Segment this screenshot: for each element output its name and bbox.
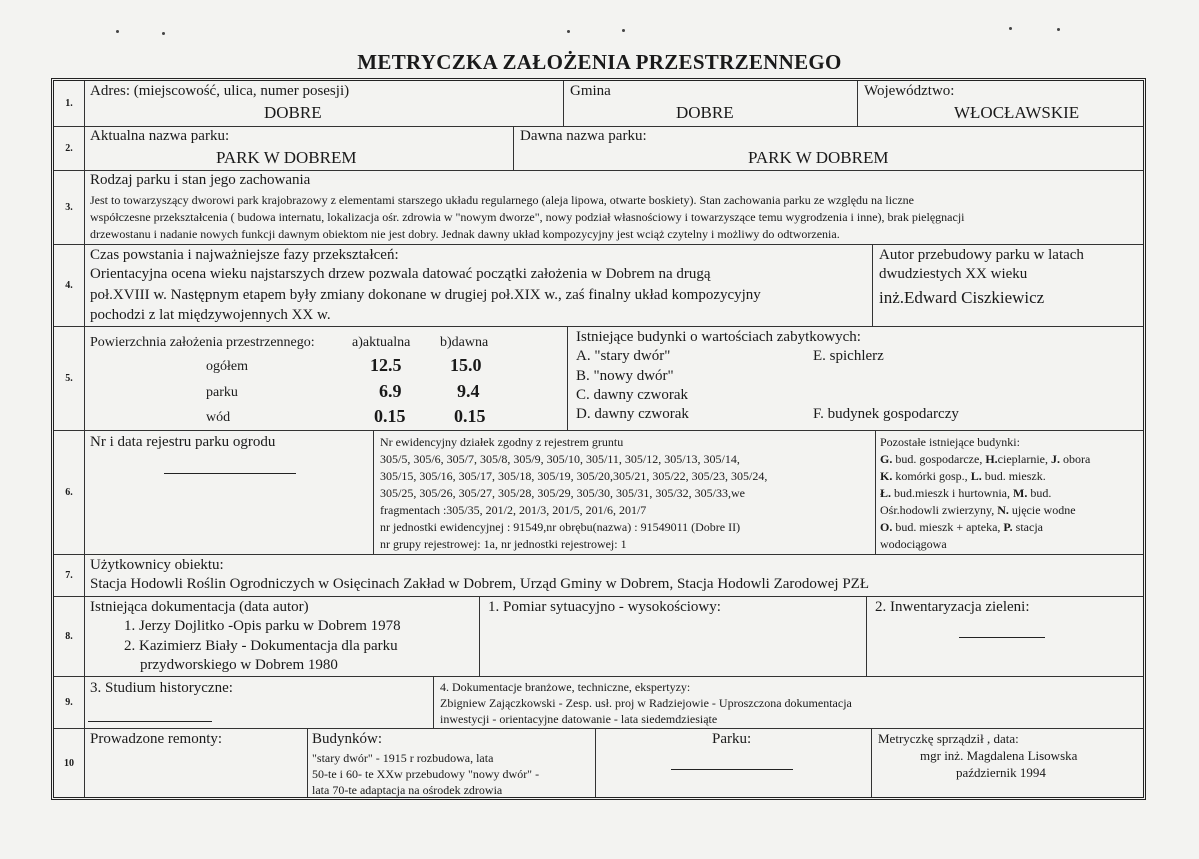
park-repairs-label: Parku: (712, 731, 752, 747)
row-number: 8. (54, 597, 85, 676)
building-text: obora (1059, 452, 1091, 466)
history-cell (84, 245, 873, 326)
technical-docs-line: 4. Dokumentacje branżowe, techniczne, ekspertyzy: (440, 680, 691, 694)
author-value: inż.Edward Ciszkiewicz (879, 288, 1045, 307)
author-cell (873, 245, 1143, 326)
prepared-by: mgr inż. Magdalena Lisowska (920, 748, 1078, 763)
users-value: Stacja Hodowli Roślin Ogrodniczych w Osięcinach Zakład w Dobrem, Urząd Gminy w Dobrem, Stacja Hodowli Zarodowej PZŁ (90, 576, 869, 592)
area-col-former: b)dawna (440, 335, 489, 350)
plots-line: 305/25, 305/26, 305/27, 305/28, 305/29, 305/30, 305/31, 305/32, 305/33,we (380, 486, 745, 500)
plots-line: nr grupy rejestrowej: 1a, nr jednostki rejestrowej: 1 (380, 537, 627, 551)
row-park-name (54, 127, 1143, 171)
row-address (54, 81, 1143, 127)
other-buildings-list (880, 451, 1142, 553)
history-line: poł.XVIII w. Następnym etapem były zmiany dokonane w drugiej poł.XIX w., zaś finalny układ kompozycyjny (90, 287, 761, 303)
inventory-label: 2. Inwentaryzacja zieleni: (875, 599, 1030, 615)
building-repairs-line: 50-te i 60- te XXw przebudowy "nowy dwór" - (312, 767, 540, 781)
repairs-cell (84, 729, 308, 797)
row-repairs (54, 729, 1143, 797)
documentation-cell (84, 597, 480, 676)
area-row-name: wód (206, 410, 231, 425)
prepared-by-cell (872, 729, 1143, 797)
park-repairs-blank-line (671, 769, 793, 770)
historic-building-item: E. spichlerz (813, 348, 884, 364)
other-building-line (880, 502, 1142, 519)
current-name-value: PARK W DOBREM (216, 148, 357, 167)
voivodeship-label: Województwo: (864, 83, 955, 99)
current-name-cell (84, 127, 514, 170)
author-label-line: dwudziestych XX wieku (879, 266, 1028, 282)
former-name-label: Dawna nazwa parku: (520, 128, 647, 144)
building-text: bud. (1027, 486, 1052, 500)
row-documentation (54, 597, 1143, 677)
row-park-type (54, 171, 1143, 245)
building-text: bud. mieszk + apteka, (892, 520, 1004, 534)
area-current-value: 12.5 (370, 355, 402, 375)
building-letter: O. (880, 520, 893, 534)
technical-docs-cell (434, 677, 1143, 728)
building-letter: G. (880, 452, 893, 466)
study-blank-line (88, 721, 212, 722)
register-label: Nr i data rejestru parku ogrodu (90, 434, 276, 450)
historic-buildings-cell (568, 327, 1143, 430)
plots-line: nr jednostki ewidencyjnej : 91549,nr obrębu(nazwa) : 91549011 (Dobre II) (380, 520, 741, 534)
plots-line: Nr ewidencyjny działek zgodny z rejestrem gruntu (380, 435, 624, 449)
building-repairs-label: Budynków: (312, 731, 383, 747)
historic-building-item: C. dawny czworak (576, 387, 689, 403)
plots-cell (374, 431, 876, 554)
building-text: komórki gosp., (892, 469, 971, 483)
row-area (54, 327, 1143, 431)
scan-speck (162, 32, 165, 35)
park-type-line: Jest to towarzyszący dworowi park krajobrazowy z elementami starszego układu regularnego (aleja lipowa, otwarte boskiety). Stan zachowania parku ze względu na liczne (90, 193, 915, 207)
building-text: cieplarnie, (997, 452, 1051, 466)
scan-speck (1057, 28, 1060, 31)
row-history (54, 245, 1143, 327)
row-number: 5. (54, 327, 85, 430)
park-type-line: współczesne przekształcenia ( budowa internatu, lokalizacja ośr. zdrowia w "nowym dworze", nowy podział własnościowy i towarzyszące temu wygrodzenia i inne), brak pielęgnacji (90, 210, 965, 224)
form-frame (51, 78, 1146, 800)
area-row-name: parku (206, 385, 238, 400)
row-number: 1. (54, 81, 85, 126)
other-building-line (880, 519, 1142, 536)
prepared-label: Metryczkę sprządził , data: (878, 731, 1019, 746)
area-current-value: 6.9 (379, 381, 402, 401)
building-repairs-line: "stary dwór" - 1915 r rozbudowa, lata (312, 751, 494, 765)
building-text: bud.mieszk i hurtownia, (891, 486, 1013, 500)
other-building-line (880, 485, 1142, 502)
scan-speck (116, 30, 119, 33)
building-letter: H. (985, 452, 998, 466)
former-name-cell (514, 127, 1143, 170)
prepared-date: październik 1994 (956, 765, 1046, 780)
plots-line: fragmentach :305/35, 201/2, 201/3, 201/5, 201/6, 201/7 (380, 503, 647, 517)
current-name-label: Aktualna nazwa parku: (90, 128, 230, 144)
other-building-line (880, 536, 1142, 553)
scan-speck (622, 29, 625, 32)
scan-speck (1009, 27, 1012, 30)
former-name-value: PARK W DOBREM (748, 148, 889, 167)
repairs-label: Prowadzone remonty: (90, 731, 223, 747)
document-title: METRYCZKA ZAŁOŻENIA PRZESTRZENNEGO (357, 50, 842, 74)
inventory-cell (867, 597, 1143, 676)
row-register (54, 431, 1143, 555)
park-type-label: Rodzaj parku i stan jego zachowania (90, 172, 311, 188)
other-buildings-cell (876, 431, 1143, 554)
row-users (54, 555, 1143, 597)
other-building-line (880, 451, 1142, 468)
building-letter: J. (1050, 452, 1060, 466)
plots-line: 305/15, 305/16, 305/17, 305/18, 305/19, 305/20,305/21, 305/22, 305/23, 305/24, (380, 469, 768, 483)
row-number: 9. (54, 677, 85, 728)
historic-building-item: B. "nowy dwór" (576, 368, 674, 384)
area-former-value: 15.0 (450, 355, 482, 375)
row-number: 7. (54, 555, 85, 596)
documentation-item: przydworskiego w Dobrem 1980 (140, 657, 338, 673)
area-row-name: ogółem (206, 359, 248, 374)
other-buildings-label: Pozostałe istniejące budynki: (880, 435, 1020, 449)
scan-speck (567, 30, 570, 33)
other-building-line (880, 468, 1142, 485)
register-blank-line (164, 473, 296, 474)
row-number: 6. (54, 431, 85, 554)
park-type-line: drzewostanu i nadanie nowych funkcji dawnym obiektom nie jest dobry. Jednak dawny układ kompozycyjny jest wciąż czytelny i możliwy do odtworzenia. (90, 227, 840, 241)
address-value: DOBRE (264, 103, 322, 122)
building-text: bud. mieszk. (981, 469, 1046, 483)
historic-buildings-label: Istniejące budynki o wartościach zabytkowych: (576, 329, 861, 345)
building-letter: M. (1013, 486, 1028, 500)
history-line: pochodzi z lat międzywojennych XX w. (90, 307, 331, 323)
plots-line: 305/5, 305/6, 305/7, 305/8, 305/9, 305/10, 305/11, 305/12, 305/13, 305/14, (380, 452, 740, 466)
gmina-value: DOBRE (676, 103, 734, 122)
historic-building-item: A. "stary dwór" (576, 348, 671, 364)
study-label: 3. Studium historyczne: (90, 680, 233, 696)
building-repairs-line: lata 70-te adaptacja na ośrodek zdrowia (312, 783, 503, 797)
row-number: 3. (54, 171, 85, 244)
building-text: stacja (1012, 520, 1043, 534)
address-cell (84, 81, 564, 126)
area-former-value: 9.4 (457, 381, 480, 401)
building-letter: Ł. (880, 486, 892, 500)
area-current-value: 0.15 (374, 406, 406, 426)
survey-label: 1. Pomiar sytuacyjno - wysokościowy: (488, 599, 721, 615)
row-number: 2. (54, 127, 85, 170)
building-letter: P. (1003, 520, 1013, 534)
building-text: wodociągowa (880, 537, 947, 551)
inventory-blank-line (959, 637, 1045, 638)
study-cell (84, 677, 434, 728)
technical-docs-line: Zbigniew Zajączkowski - Zesp. usł. proj w Radziejowie - Uproszczona dokumentacja (440, 696, 852, 710)
documentation-item: 1. Jerzy Dojlitko -Opis parku w Dobrem 1978 (124, 618, 401, 634)
history-label: Czas powstania i najważniejsze fazy przekształceń: (90, 247, 399, 263)
history-line: Orientacyjna ocena wieku najstarszych drzew pozwala datować początki założenia w Dobrem na drugą (90, 266, 711, 282)
users-label: Użytkownicy obiektu: (90, 557, 224, 573)
row-study (54, 677, 1143, 729)
author-label-line: Autor przebudowy parku w latach (879, 247, 1084, 263)
users-cell (84, 555, 1143, 596)
gmina-label: Gmina (570, 83, 611, 99)
area-former-value: 0.15 (454, 406, 486, 426)
register-cell (84, 431, 374, 554)
documentation-item: 2. Kazimierz Biały - Dokumentacja dla parku (124, 638, 398, 654)
building-text: Ośr.hodowli zwierzyny, (880, 503, 998, 517)
row-number: 4. (54, 245, 85, 326)
building-letter: L. (970, 469, 982, 483)
building-text: bud. gospodarcze, (892, 452, 986, 466)
documentation-label: Istniejąca dokumentacja (data autor) (90, 599, 309, 615)
area-label: Powierzchnia założenia przestrzennego: (90, 335, 315, 350)
historic-building-item: D. dawny czworak (576, 406, 689, 422)
address-label: Adres: (miejscowość, ulica, numer posesji) (90, 83, 350, 99)
technical-docs-line: inwestycji - orientacyjne datowanie - lata siedemdziesiąte (440, 712, 718, 726)
building-repairs-cell (308, 729, 596, 797)
building-text: ujęcie wodne (1008, 503, 1076, 517)
survey-cell (480, 597, 867, 676)
row-number: 10 (54, 729, 85, 797)
building-letter: K. (880, 469, 893, 483)
voivodeship-value: WŁOCŁAWSKIE (954, 103, 1080, 122)
gmina-cell (564, 81, 858, 126)
historic-building-item: F. budynek gospodarczy (813, 406, 959, 422)
area-col-current: a)aktualna (352, 335, 411, 350)
park-repairs-cell (596, 729, 872, 797)
park-type-cell (84, 171, 1143, 244)
area-cell (84, 327, 568, 430)
voivodeship-cell (858, 81, 1143, 126)
building-letter: N. (997, 503, 1009, 517)
